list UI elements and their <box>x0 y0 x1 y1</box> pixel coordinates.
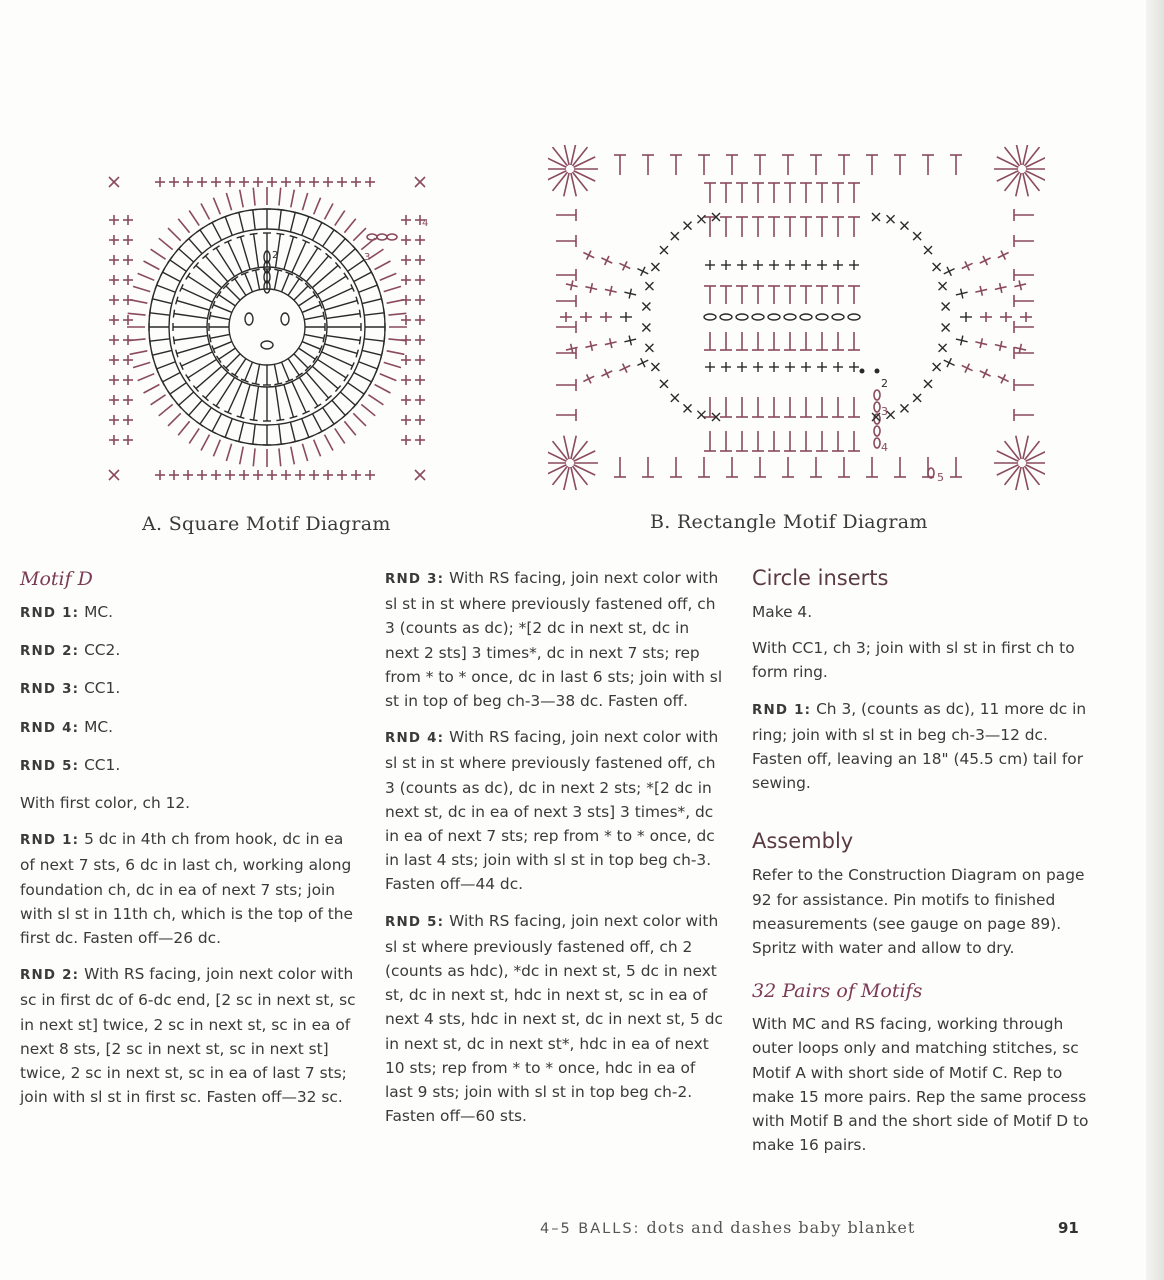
round-text: With RS facing, join next color with sl st in st where previously fastened off, ch 3 (counts as dc); *[2 dc in next st, dc in next 2 sts] 3 times*, dc in next 7 sts; rep from * to * once, dc in last 6 sts; join with sl st in top of beg ch-3—38 dc. Fasten off. <box>385 569 723 711</box>
round-text: CC1. <box>79 755 121 774</box>
assembly-heading: Assembly <box>752 829 854 854</box>
rectangle-inner-rounds <box>620 213 972 421</box>
round-text: With RS facing, join next color with sl st where previously fastened off, ch 2 (counts as hdc), *dc in next st, 5 dc in next st, dc in next st, hdc in next st, sc in ea of next 4 sts, hdc in next st, dc in next st, 5 dc in next st, dc in next st*, hdc in ea of next 10 sts; rep from * to * once, hdc in ea of last 9 sts; join with sl st in top beg ch-2. Fasten off—60 sts. <box>385 911 723 1126</box>
round-text: MC. <box>79 717 113 736</box>
motif-d-rnd-5-color <box>20 753 358 779</box>
round-text: With RS facing, join next color with sc in first dc of 6-dc end, [2 sc in next st, sc in next st] twice, 2 sc in next st, sc in ea of next 8 sts, [2 sc in next st, sc in next st] twice, 2 sc in next st, sc in ea of last 7 sts; join with sl st in first sc. Fasten off—32 sc. <box>20 965 356 1107</box>
rect-round-mark-2: 2 <box>881 377 888 390</box>
round-text: CC1. <box>79 679 121 698</box>
motif-d-intro: With first color, ch 12. <box>20 794 191 813</box>
motif-d-rnd-3-instructions <box>385 566 725 713</box>
round-text: With RS facing, join next color with sl st in st where previously fastened off, ch 3 (counts as dc), dc in next 2 sts; *[2 dc in next st, dc in ea of next 3 sts] 3 times*, dc in ea of next 7 sts; rep from * to * once, dc in last 4 sts; join with sl st in top beg ch-3. Fasten off—44 dc. <box>385 728 719 894</box>
round-label: RND 2: <box>20 644 80 660</box>
motif-d-rnd-4-instructions <box>385 725 725 896</box>
circle-rnd-1-instructions <box>752 697 1092 796</box>
round-label: RND 4: <box>385 731 445 747</box>
round-text: Ch 3, (counts as dc), 11 more dc in ring; join with sl st in beg ch-3—12 dc. Fasten off, leaving an 18" (45.5 cm) tail for sewing. <box>752 699 1087 793</box>
page-number: 91 <box>1058 1219 1079 1237</box>
round-text: CC2. <box>79 641 121 660</box>
rect-round-mark-5: 5 <box>937 471 944 484</box>
square-diagram-caption: A. Square Motif Diagram <box>142 513 391 535</box>
assembly-text: Refer to the Construction Diagram on page 92 for assistance. Pin motifs to finished measurements (see gauge on page 89). Spritz with water and allow to dry. <box>752 866 1085 958</box>
pairs-heading: 32 Pairs of Motifs <box>752 980 923 1003</box>
round-label: RND 1: <box>20 606 80 621</box>
round-label: RND 3: <box>385 572 445 587</box>
column-rounds-3-5 <box>385 566 725 1140</box>
round-label: RND 3: <box>20 682 80 698</box>
rectangle-diagram-caption: B. Rectangle Motif Diagram <box>650 511 928 533</box>
running-footer <box>540 1218 915 1237</box>
round-label: RND 5: <box>20 758 80 774</box>
motif-d-rnd-5-instructions <box>385 909 725 1129</box>
footer-balls: 4–5 BALLS: <box>540 1221 641 1237</box>
pairs-text: With MC and RS facing, working through outer loops only and matching stitches, sc Motif A with short side of Motif C. Rep to make 15 more pairs. Rep the same process with Motif B and the short side of Motif D to make 16 pairs. <box>752 1015 1089 1155</box>
round-text: MC. <box>79 603 113 621</box>
square-round-mark-2: 2 <box>272 250 279 261</box>
column-circle-assembly <box>752 564 1092 1169</box>
square-inner-rounds <box>149 209 385 445</box>
rect-round-mark-3: 3 <box>881 405 888 418</box>
square-round-mark-3: 3 <box>364 252 371 263</box>
footer-title: dots and dashes baby blanket <box>640 1218 916 1237</box>
circle-make-count: Make 4. <box>752 603 813 621</box>
round-label: RND 1: <box>20 833 80 849</box>
motif-d-rnd-2-color <box>20 638 358 664</box>
round-label: RND 4: <box>20 720 80 736</box>
motif-d-rnd-1-color <box>20 600 358 626</box>
page-spine-shadow <box>1146 0 1164 1280</box>
section-gap <box>752 807 1092 827</box>
round-label: RND 2: <box>20 968 80 984</box>
motif-d-heading: Motif D <box>20 568 93 590</box>
round-text: 5 dc in 4th ch from hook, dc in ea of next 7 sts, 6 dc in last ch, working along foundation ch, dc in ea of next 7 sts; join with sl st in 11th ch, which is the top of the first dc. Fasten off—26 dc. <box>20 830 354 948</box>
circle-inserts-heading: Circle inserts <box>752 566 889 590</box>
round-label: RND 5: <box>385 914 445 930</box>
motif-d-rnd-2-instructions <box>20 962 358 1109</box>
motif-d-rnd-3-color <box>20 676 358 702</box>
motif-d-rnd-1-instructions <box>20 827 358 950</box>
square-motif-diagram <box>100 160 435 495</box>
square-round-mark-4: 4 <box>422 218 429 229</box>
column-motif-d <box>20 566 358 1121</box>
circle-ring-instructions: With CC1, ch 3; join with sl st in first ch to form ring. <box>752 639 1075 682</box>
round-label: RND 1: <box>752 702 812 718</box>
rectangle-motif-diagram <box>548 145 1045 490</box>
motif-d-rnd-4-color <box>20 715 358 741</box>
rect-round-mark-4: 4 <box>881 441 888 454</box>
